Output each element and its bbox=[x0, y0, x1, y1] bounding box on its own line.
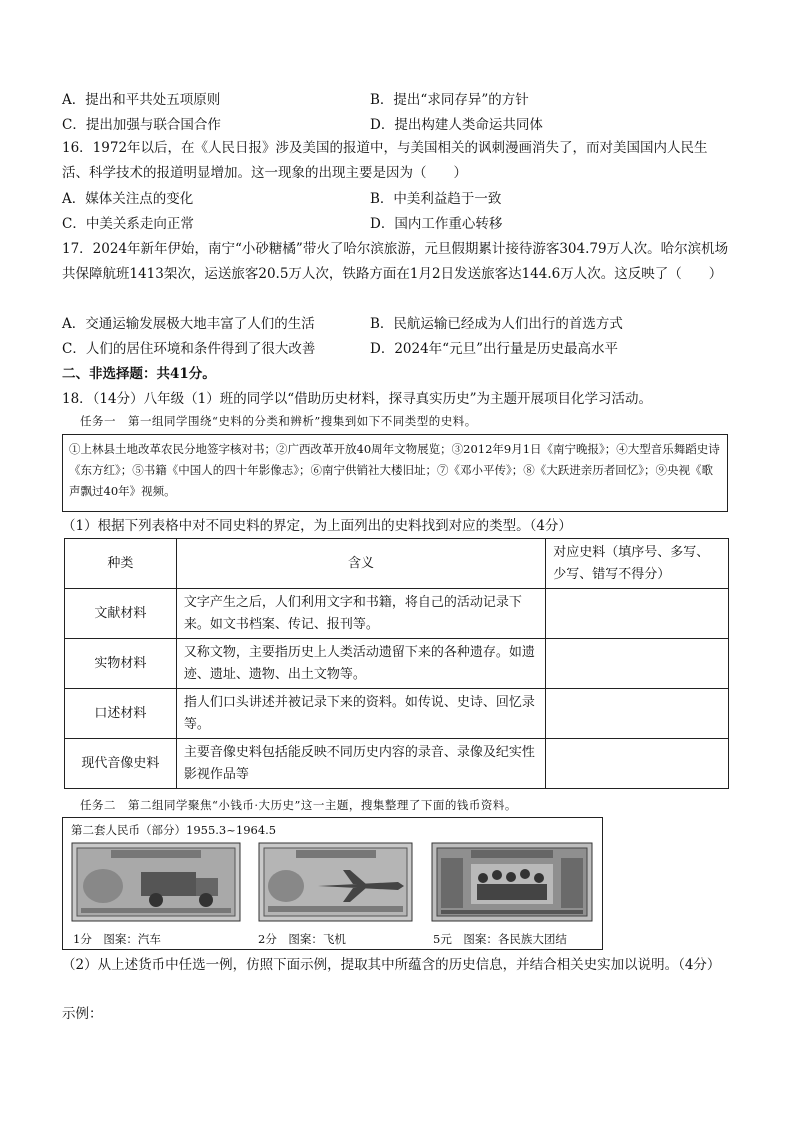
q18-stem: 18．（14分）八年级（1）班的同学以“借助历史材料，探寻真实历史”为主题开展项目化学习活动。 bbox=[62, 391, 652, 407]
row-kind: 现代音像史料 bbox=[65, 739, 177, 789]
task1-materials-box bbox=[62, 434, 728, 512]
currency-note-2fen bbox=[258, 842, 413, 925]
table-header-row bbox=[65, 539, 729, 589]
q16-stem: 16．1972年以后，在《人民日报》涉及美国的报道中，与美国相关的讽刺漫画消失了，而对美国国内人民生活、科学技术的报道明显增加。这一现象的出现主要是因为（ ） bbox=[62, 140, 708, 181]
row-kind: 文献材料 bbox=[65, 589, 177, 639]
q15-option-b: B．提出“求同存异”的方针 bbox=[370, 92, 529, 108]
airplane-icon bbox=[258, 842, 413, 922]
answer-cell[interactable] bbox=[546, 639, 729, 689]
section-title: 二、非选择题：共41分。 bbox=[62, 366, 216, 382]
task1-title: 任务一 第一组同学围绕“史料的分类和辨析”搜集到如下不同类型的史料。 bbox=[80, 414, 477, 428]
source-type-table bbox=[64, 538, 729, 789]
task1-materials: ①上林县土地改革农民分地签字核对书；②广西改革开放40周年文物展览；③2012年9月1日《南宁晚报》；④大型音乐舞蹈史诗《东方红》；⑤书籍《中国人的四十年影像志》；⑥南宁供销社大楼旧址；⑦《邓小平传》；⑧《大跃进亲历者回忆》；⑨央视《歌声飘过40年》视频。 bbox=[69, 442, 720, 498]
answer-cell[interactable] bbox=[546, 739, 729, 789]
q18-part1: （1）根据下列表格中对不同史料的界定，为上面列出的史料找到对应的类型。（4分） bbox=[62, 518, 572, 534]
q16-option-d: D．国内工作重心转移 bbox=[370, 216, 503, 232]
q15-option-a: A．提出和平共处五项原则 bbox=[62, 92, 221, 108]
truck-icon bbox=[71, 842, 241, 922]
header-kind: 种类 bbox=[65, 539, 177, 589]
answer-cell[interactable] bbox=[546, 589, 729, 639]
table-row bbox=[65, 589, 729, 639]
row-meaning: 指人们口头讲述并被记录下来的资料。如传说、史诗、回忆录等。 bbox=[176, 689, 545, 739]
q18-part2: （2）从上述货币中任选一例，仿照下面示例，提取其中所蕴含的历史信息，并结合相关史实加以说明。（4分） bbox=[62, 957, 721, 973]
q16-option-c: C．中美关系走向正常 bbox=[62, 216, 194, 232]
table-row bbox=[65, 739, 729, 789]
q16-option-b: B．中美利益趋于一致 bbox=[370, 191, 502, 207]
currency-figure bbox=[62, 817, 603, 950]
q15-option-d: D．提出构建人类命运共同体 bbox=[370, 117, 543, 133]
q17-option-c: C．人们的居住环境和条件得到了很大改善 bbox=[62, 341, 316, 357]
currency-caption: 第二套人民币（部分）1955.3~1964.5 bbox=[71, 823, 277, 837]
currency-label-2fen: 2分 图案：飞机 bbox=[258, 932, 346, 946]
row-meaning: 又称文物，主要指历史上人类活动遗留下来的各种遗存。如遗迹、遗址、遗物、出土文物等。 bbox=[176, 639, 545, 689]
currency-note-5yuan bbox=[431, 842, 593, 925]
q17-option-a: A．交通运输发展极大地丰富了人们的生活 bbox=[62, 316, 315, 332]
q17-option-d: D．2024年“元旦”出行量是历史最高水平 bbox=[370, 341, 618, 357]
currency-label-5yuan: 5元 图案：各民族大团结 bbox=[433, 932, 567, 946]
currency-label-1fen: 1分 图案：汽车 bbox=[73, 932, 161, 946]
row-kind: 实物材料 bbox=[65, 639, 177, 689]
q15-option-c: C．提出加强与联合国合作 bbox=[62, 117, 221, 133]
q17-stem: 17．2024年新年伊始，南宁“小砂糖橘”带火了哈尔滨旅游，元旦假期累计接待游客304.79万人次。哈尔滨机场共保障航班1413架次，运送旅客20.5万人次，铁路方面在1月2日发送旅客达144.6万人次。这反映了（ ） bbox=[62, 241, 729, 282]
example-label: 示例： bbox=[62, 1006, 103, 1022]
table-row bbox=[65, 689, 729, 739]
header-meaning: 含义 bbox=[176, 539, 545, 589]
currency-note-1fen bbox=[71, 842, 241, 925]
row-meaning: 主要音像史料包括能反映不同历史内容的录音、录像及纪实性影视作品等 bbox=[176, 739, 545, 789]
row-meaning: 文字产生之后，人们利用文字和书籍，将自己的活动记录下来。如文书档案、传记、报刊等。 bbox=[176, 589, 545, 639]
q17-option-b: B．民航运输已经成为人们出行的首选方式 bbox=[370, 316, 623, 332]
crowd-icon bbox=[431, 842, 593, 922]
row-kind: 口述材料 bbox=[65, 689, 177, 739]
header-answer: 对应史料（填序号、多写、少写、错写不得分） bbox=[546, 539, 729, 589]
task2-title: 任务二 第二组同学聚焦“小钱币·大历史”这一主题，搜集整理了下面的钱币资料。 bbox=[80, 798, 517, 812]
answer-cell[interactable] bbox=[546, 689, 729, 739]
table-row bbox=[65, 639, 729, 689]
q16-option-a: A．媒体关注点的变化 bbox=[62, 191, 194, 207]
